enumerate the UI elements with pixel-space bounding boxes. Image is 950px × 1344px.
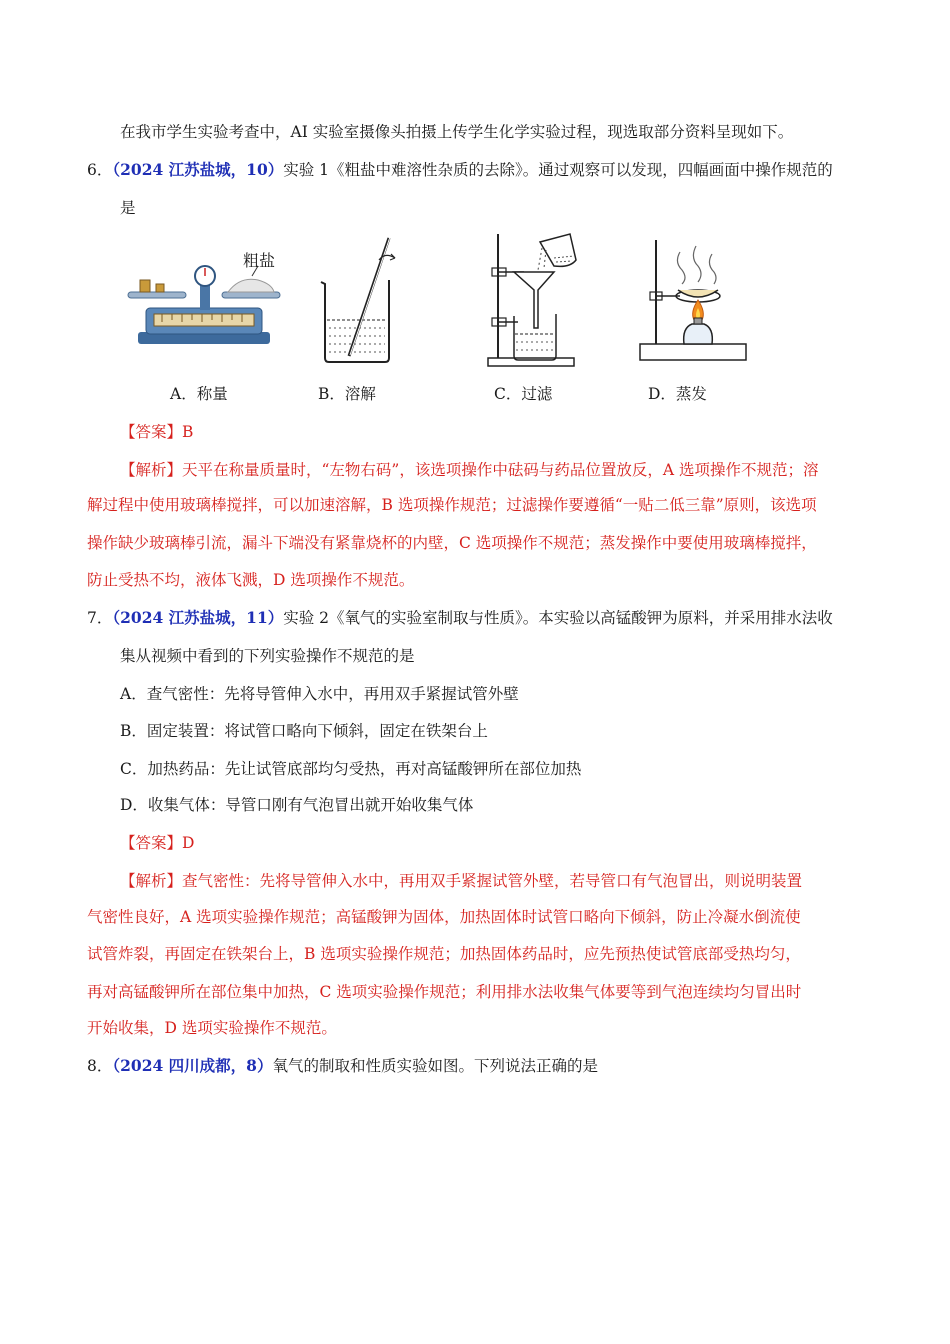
- q7-answer: 【答案】D: [120, 834, 195, 852]
- question-number: 8．: [87, 1057, 113, 1075]
- option-d-caption: D．蒸发: [648, 385, 707, 403]
- stand-base: [488, 358, 574, 366]
- question-source: （2024 四川成都，8）: [112, 1056, 273, 1075]
- evaporation-illustration: [636, 232, 752, 366]
- question-text: 实验 2《氧气的实验室制取与性质》。本实验以高锰酸钾为原料，并采用排水法收: [283, 609, 833, 627]
- weight-1: [140, 280, 150, 292]
- q6-analysis-line: 操作缺少玻璃棒引流，漏斗下端没有紧靠烧杯的内壁，C 选项操作不规范；蒸发操作中要使用玻璃棒搅拌，: [87, 534, 817, 552]
- question-number: 7．: [87, 609, 113, 627]
- option-b-caption: B．溶解: [318, 385, 376, 403]
- q7-option-d: D．收集气体：导管口刚有气泡冒出就开始收集气体: [120, 796, 474, 814]
- beaker-outline: [321, 280, 389, 362]
- question-number: 6．: [87, 161, 113, 179]
- q7-analysis-line: 【解析】查气密性：先将导管伸入水中，再用双手紧握试管外壁，若导管口有气泡冒出，则说明装置: [120, 872, 803, 890]
- funnel: [514, 272, 554, 328]
- q7-analysis-line: 气密性良好，A 选项实验操作规范；高锰酸钾为固体，加热固体时试管口略向下倾斜，防止冷凝水倒流使: [87, 908, 801, 926]
- q6-analysis-line: 【解析】天平在称量质量时，“左物右码”，该选项操作中砝码与药品位置放反，A 选项操作不规范；溶: [120, 461, 819, 479]
- question-6-stem-cont: 是: [120, 199, 136, 217]
- q6-analysis-line: 解过程中使用玻璃棒搅拌，可以加速溶解，B 选项操作规范；过滤操作要遵循“一贴二低三靠”原则，该选项: [87, 496, 817, 514]
- question-text: 氧气的制取和性质实验如图。下列说法正确的是: [272, 1057, 598, 1075]
- q7-analysis-line: 开始收集，D 选项实验操作不规范。: [87, 1019, 337, 1037]
- option-c-caption: C．过滤: [494, 385, 553, 403]
- question-6-stem: [87, 159, 833, 181]
- q7-analysis-line: 再对高锰酸钾所在部位集中加热，C 选项实验操作规范；利用排水法收集气体要等到气泡连续均匀冒出时: [87, 983, 802, 1001]
- left-pan: [128, 292, 186, 298]
- q7-option-a: A．查气密性：先将导管伸入水中，再用双手紧握试管外壁: [120, 685, 519, 703]
- coarse-salt-label: 粗盐: [243, 251, 276, 270]
- option-a-caption: A．称量: [170, 385, 228, 403]
- right-pan: [222, 292, 280, 298]
- vapor: [677, 252, 685, 284]
- q6-answer: 【答案】B: [120, 423, 194, 441]
- question-8-stem: [87, 1055, 598, 1077]
- evaporating-dish: [678, 290, 718, 297]
- question-source: （2024 江苏盐城，10）: [112, 160, 284, 179]
- alcohol-lamp: [684, 324, 713, 344]
- weight-2: [156, 284, 164, 292]
- question-7-stem: [87, 607, 833, 629]
- stand-base: [640, 344, 746, 360]
- beaker-dissolving-illustration: [315, 228, 405, 368]
- question-source: （2024 江苏盐城，11）: [112, 608, 284, 627]
- q7-option-c: C．加热药品：先让试管底部均匀受热，再对高锰酸钾所在部位加热: [120, 760, 582, 778]
- q7-analysis-line: 试管炸裂，再固定在铁架台上，B 选项实验操作规范；加热固体药品时，应先预热使试管底部受热均匀，: [87, 945, 801, 963]
- pouring-beaker: [540, 234, 576, 266]
- question-7-stem-cont: 集从视频中看到的下列实验操作不规范的是: [120, 647, 415, 665]
- glass-rod: [349, 238, 389, 356]
- balance-scale: [154, 314, 254, 326]
- salt-pile: [228, 279, 274, 292]
- question-text: 实验 1《粗盐中难溶性杂质的去除》。通过观察可以发现，四幅画面中操作规范的: [283, 161, 833, 179]
- filtration-illustration: [484, 228, 594, 370]
- intro-text: 在我市学生实验考查中，AI 实验室摄像头拍摄上传学生化学实验过程，现选取部分资料呈现如下。: [120, 123, 794, 141]
- q6-analysis-line: 防止受热不均，液体飞溅，D 选项操作不规范。: [87, 571, 415, 589]
- q7-option-b: B．固定装置：将试管口略向下倾斜，固定在铁架台上: [120, 722, 488, 740]
